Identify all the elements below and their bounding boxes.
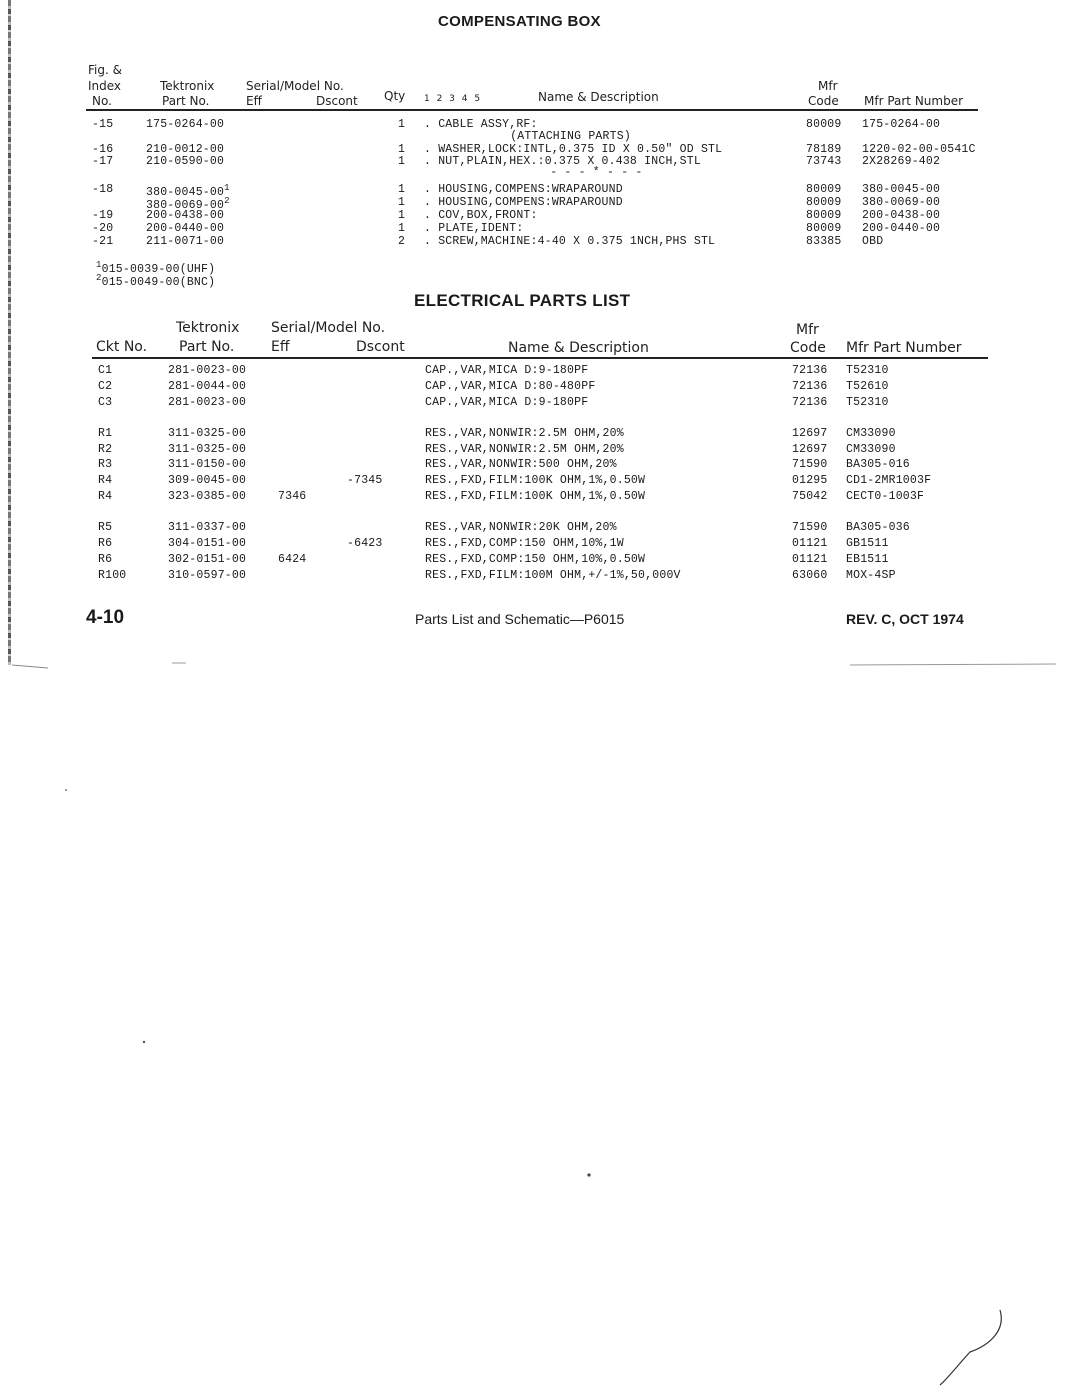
row-description: . SCREW,MACHINE:4-40 X 0.375 1NCH,PHS STL xyxy=(424,235,716,248)
row-ckt-no: R6 xyxy=(98,553,113,566)
compensating-box-title: COMPENSATING BOX xyxy=(438,13,601,30)
row-mfr-part: 380-0045-00 xyxy=(862,183,941,196)
row-description: . PLATE,IDENT: xyxy=(424,222,524,235)
row-description: . WASHER,LOCK:INTL,0.375 ID X 0.50" OD STL xyxy=(424,143,723,156)
row-mfr-part: MOX-4SP xyxy=(846,569,896,582)
footnote-1: $^1$015-0039-00(UHF) xyxy=(96,260,216,276)
row-part-no: 311-0325-00 xyxy=(168,443,247,456)
row-qty: 1 xyxy=(398,196,406,209)
header-serial: Serial/Model No. xyxy=(271,320,386,336)
row-index: -16 xyxy=(92,143,114,156)
row-part-no: 210-0590-00 xyxy=(146,155,225,168)
row-ckt-no: R2 xyxy=(98,443,113,456)
row-mfr-code: 71590 xyxy=(792,458,828,471)
row-index: -17 xyxy=(92,155,114,168)
row-mfr-part: 200-0438-00 xyxy=(862,209,941,222)
header-code: Code xyxy=(790,340,826,356)
row-ckt-no: R1 xyxy=(98,427,113,440)
row-mfr-part: 175-0264-00 xyxy=(862,118,941,131)
row-qty: 1 xyxy=(398,209,406,222)
row-mfr-code: 80009 xyxy=(806,222,842,235)
row-qty: 1 xyxy=(398,222,406,235)
row-mfr-part: CD1-2MR1003F xyxy=(846,474,932,487)
header-mfr-part-number: Mfr Part Number xyxy=(864,94,964,108)
row-index: -15 xyxy=(92,118,114,131)
header-part-no: Part No. xyxy=(179,339,235,355)
header-dscont: Dscont xyxy=(316,94,358,108)
electrical-parts-title: ELECTRICAL PARTS LIST xyxy=(414,291,631,310)
footnote-marker: 2 xyxy=(224,196,230,206)
row-ckt-no: R3 xyxy=(98,458,113,471)
pen-mark xyxy=(940,1310,1001,1385)
row-mfr-code: 80009 xyxy=(806,118,842,131)
row-description: . HOUSING,COMPENS:WRAPAROUND xyxy=(424,196,623,209)
row-mfr-code: 80009 xyxy=(806,183,842,196)
row-index: -21 xyxy=(92,235,114,248)
row-mfr-code: 12697 xyxy=(792,443,828,456)
row-mfr-part: BA305-016 xyxy=(846,458,910,471)
row-qty: 1 xyxy=(398,183,406,196)
header-dscont: Dscont xyxy=(356,339,405,355)
row-part-no: 281-0023-00 xyxy=(168,364,247,377)
row-description: . HOUSING,COMPENS:WRAPAROUND xyxy=(424,183,623,196)
row-mfr-part: EB1511 xyxy=(846,553,889,566)
revision: REV. C, OCT 1974 xyxy=(846,611,964,627)
row-part-no: 304-0151-00 xyxy=(168,537,247,550)
scan-edge-line xyxy=(12,665,48,668)
row-description: RES.,FXD,FILM:100K OHM,1%,0.50W xyxy=(425,490,646,503)
row-mfr-part: GB1511 xyxy=(846,537,889,550)
scan-bottom-line xyxy=(850,664,1056,665)
row-description: CAP.,VAR,MICA D:80-480PF xyxy=(425,380,596,393)
header-fig: Fig. & xyxy=(88,63,122,77)
row-mfr-code: 72136 xyxy=(792,396,828,409)
header-mfr: Mfr xyxy=(818,79,838,93)
row-part-no: 211-0071-00 xyxy=(146,235,225,248)
row-part-no: 311-0150-00 xyxy=(168,458,247,471)
row-mfr-code: 63060 xyxy=(792,569,828,582)
row-description: RES.,FXD,FILM:100M OHM,+/-1%,50,000V xyxy=(425,569,681,582)
header-eff: Eff xyxy=(271,339,290,355)
row-ckt-no: C2 xyxy=(98,380,113,393)
footnote-marker: 1 xyxy=(224,183,230,193)
header-mfr: Mfr xyxy=(796,322,819,338)
row-description: RES.,VAR,NONWIR:2.5M OHM,20% xyxy=(425,427,624,440)
row-ckt-no: R6 xyxy=(98,537,113,550)
row-mfr-part: 380-0069-00 xyxy=(862,196,941,209)
row-mfr-code: 12697 xyxy=(792,427,828,440)
header-indent-levels: 1 2 3 4 5 xyxy=(424,94,483,104)
row-description: . NUT,PLAIN,HEX.:0.375 X 0.438 INCH,STL xyxy=(424,155,701,168)
row-mfr-code: 01121 xyxy=(792,537,828,550)
row-eff: 7346 xyxy=(278,490,307,503)
row-part-no: $380-0045-00^1$ xyxy=(146,183,230,199)
row-mfr-code: 80009 xyxy=(806,209,842,222)
row-description: CAP.,VAR,MICA D:9-180PF xyxy=(425,396,589,409)
row-description: RES.,VAR,NONWIR:2.5M OHM,20% xyxy=(425,443,624,456)
row-part-no: 310-0597-00 xyxy=(168,569,247,582)
row-ckt-no: R100 xyxy=(98,569,127,582)
row-index: -19 xyxy=(92,209,114,222)
row-qty: 1 xyxy=(398,155,406,168)
row-qty: 2 xyxy=(398,235,406,248)
row-ckt-no: C3 xyxy=(98,396,113,409)
row-dscont: -7345 xyxy=(347,474,383,487)
row-dscont: -6423 xyxy=(347,537,383,550)
row-part-no: 311-0325-00 xyxy=(168,427,247,440)
row-index: -18 xyxy=(92,183,114,196)
speck xyxy=(587,1173,590,1176)
row-qty: 1 xyxy=(398,118,406,131)
page-number: 4-10 xyxy=(86,607,125,628)
row-ckt-no: R4 xyxy=(98,490,113,503)
row-description: . CABLE ASSY,RF: xyxy=(424,118,538,131)
row-description: (ATTACHING PARTS) xyxy=(496,130,631,143)
row-part-no: 309-0045-00 xyxy=(168,474,247,487)
row-part-no: 323-0385-00 xyxy=(168,490,247,503)
header-part-no: Part No. xyxy=(162,94,210,108)
row-mfr-code: 80009 xyxy=(806,196,842,209)
speck xyxy=(65,789,67,791)
row-eff: 6424 xyxy=(278,553,307,566)
row-mfr-part: T52310 xyxy=(846,396,889,409)
header-eff: Eff xyxy=(246,94,262,108)
row-mfr-code: 73743 xyxy=(806,155,842,168)
row-mfr-code: 83385 xyxy=(806,235,842,248)
row-mfr-code: 01121 xyxy=(792,553,828,566)
row-description: RES.,FXD,FILM:100K OHM,1%,0.50W xyxy=(425,474,646,487)
header-tektronix: Tektronix xyxy=(176,320,240,336)
row-mfr-part: CECT0-1003F xyxy=(846,490,925,503)
row-mfr-code: 71590 xyxy=(792,521,828,534)
row-mfr-part: T52310 xyxy=(846,364,889,377)
row-mfr-part: BA305-036 xyxy=(846,521,910,534)
row-ckt-no: R5 xyxy=(98,521,113,534)
speck xyxy=(143,1041,145,1043)
row-mfr-part: T52610 xyxy=(846,380,889,393)
row-part-no: 200-0438-00 xyxy=(146,209,225,222)
row-description: RES.,VAR,NONWIR:500 OHM,20% xyxy=(425,458,617,471)
header-ckt-no: Ckt No. xyxy=(96,339,148,355)
row-mfr-code: 72136 xyxy=(792,380,828,393)
row-mfr-part: 2X28269-402 xyxy=(862,155,941,168)
header-qty: Qty xyxy=(384,89,406,103)
header-name-description: Name & Description xyxy=(508,340,649,356)
row-ckt-no: C1 xyxy=(98,364,113,377)
row-qty: 1 xyxy=(398,143,406,156)
row-part-no: 210-0012-00 xyxy=(146,143,225,156)
row-index: -20 xyxy=(92,222,114,235)
row-description: CAP.,VAR,MICA D:9-180PF xyxy=(425,364,589,377)
row-mfr-part: 1220-02-00-0541C xyxy=(862,143,976,156)
row-mfr-code: 75042 xyxy=(792,490,828,503)
row-mfr-code: 78189 xyxy=(806,143,842,156)
row-part-no: 175-0264-00 xyxy=(146,118,225,131)
row-mfr-code: 72136 xyxy=(792,364,828,377)
row-separator: - - - * - - - xyxy=(536,166,643,179)
header-tektronix: Tektronix xyxy=(160,79,215,93)
row-part-no: 302-0151-00 xyxy=(168,553,247,566)
row-description: RES.,FXD,COMP:150 OHM,10%,0.50W xyxy=(425,553,646,566)
header-serial: Serial/Model No. xyxy=(246,79,344,93)
row-description: RES.,VAR,NONWIR:20K OHM,20% xyxy=(425,521,617,534)
row-description: . COV,BOX,FRONT: xyxy=(424,209,538,222)
header-no: No. xyxy=(92,94,112,108)
row-mfr-code: 01295 xyxy=(792,474,828,487)
row-mfr-part: CM33090 xyxy=(846,443,896,456)
row-part-no: 281-0044-00 xyxy=(168,380,247,393)
footer-title: Parts List and Schematic—P6015 xyxy=(415,611,625,627)
footnote-2: $^2$015-0049-00(BNC) xyxy=(96,273,216,289)
header-mfr-part-number: Mfr Part Number xyxy=(846,340,962,356)
row-part-no: 311-0337-00 xyxy=(168,521,247,534)
row-part-no: 281-0023-00 xyxy=(168,396,247,409)
header-name-description: Name & Description xyxy=(538,90,659,104)
row-mfr-part: 200-0440-00 xyxy=(862,222,941,235)
row-ckt-no: R4 xyxy=(98,474,113,487)
header-index: Index xyxy=(88,79,122,93)
row-mfr-part: CM33090 xyxy=(846,427,896,440)
row-mfr-part: OBD xyxy=(862,235,884,248)
header-code: Code xyxy=(808,94,839,108)
row-description: RES.,FXD,COMP:150 OHM,10%,1W xyxy=(425,537,624,550)
row-part-no: $380-0069-00^2$ xyxy=(146,196,230,212)
row-part-no: 200-0440-00 xyxy=(146,222,225,235)
